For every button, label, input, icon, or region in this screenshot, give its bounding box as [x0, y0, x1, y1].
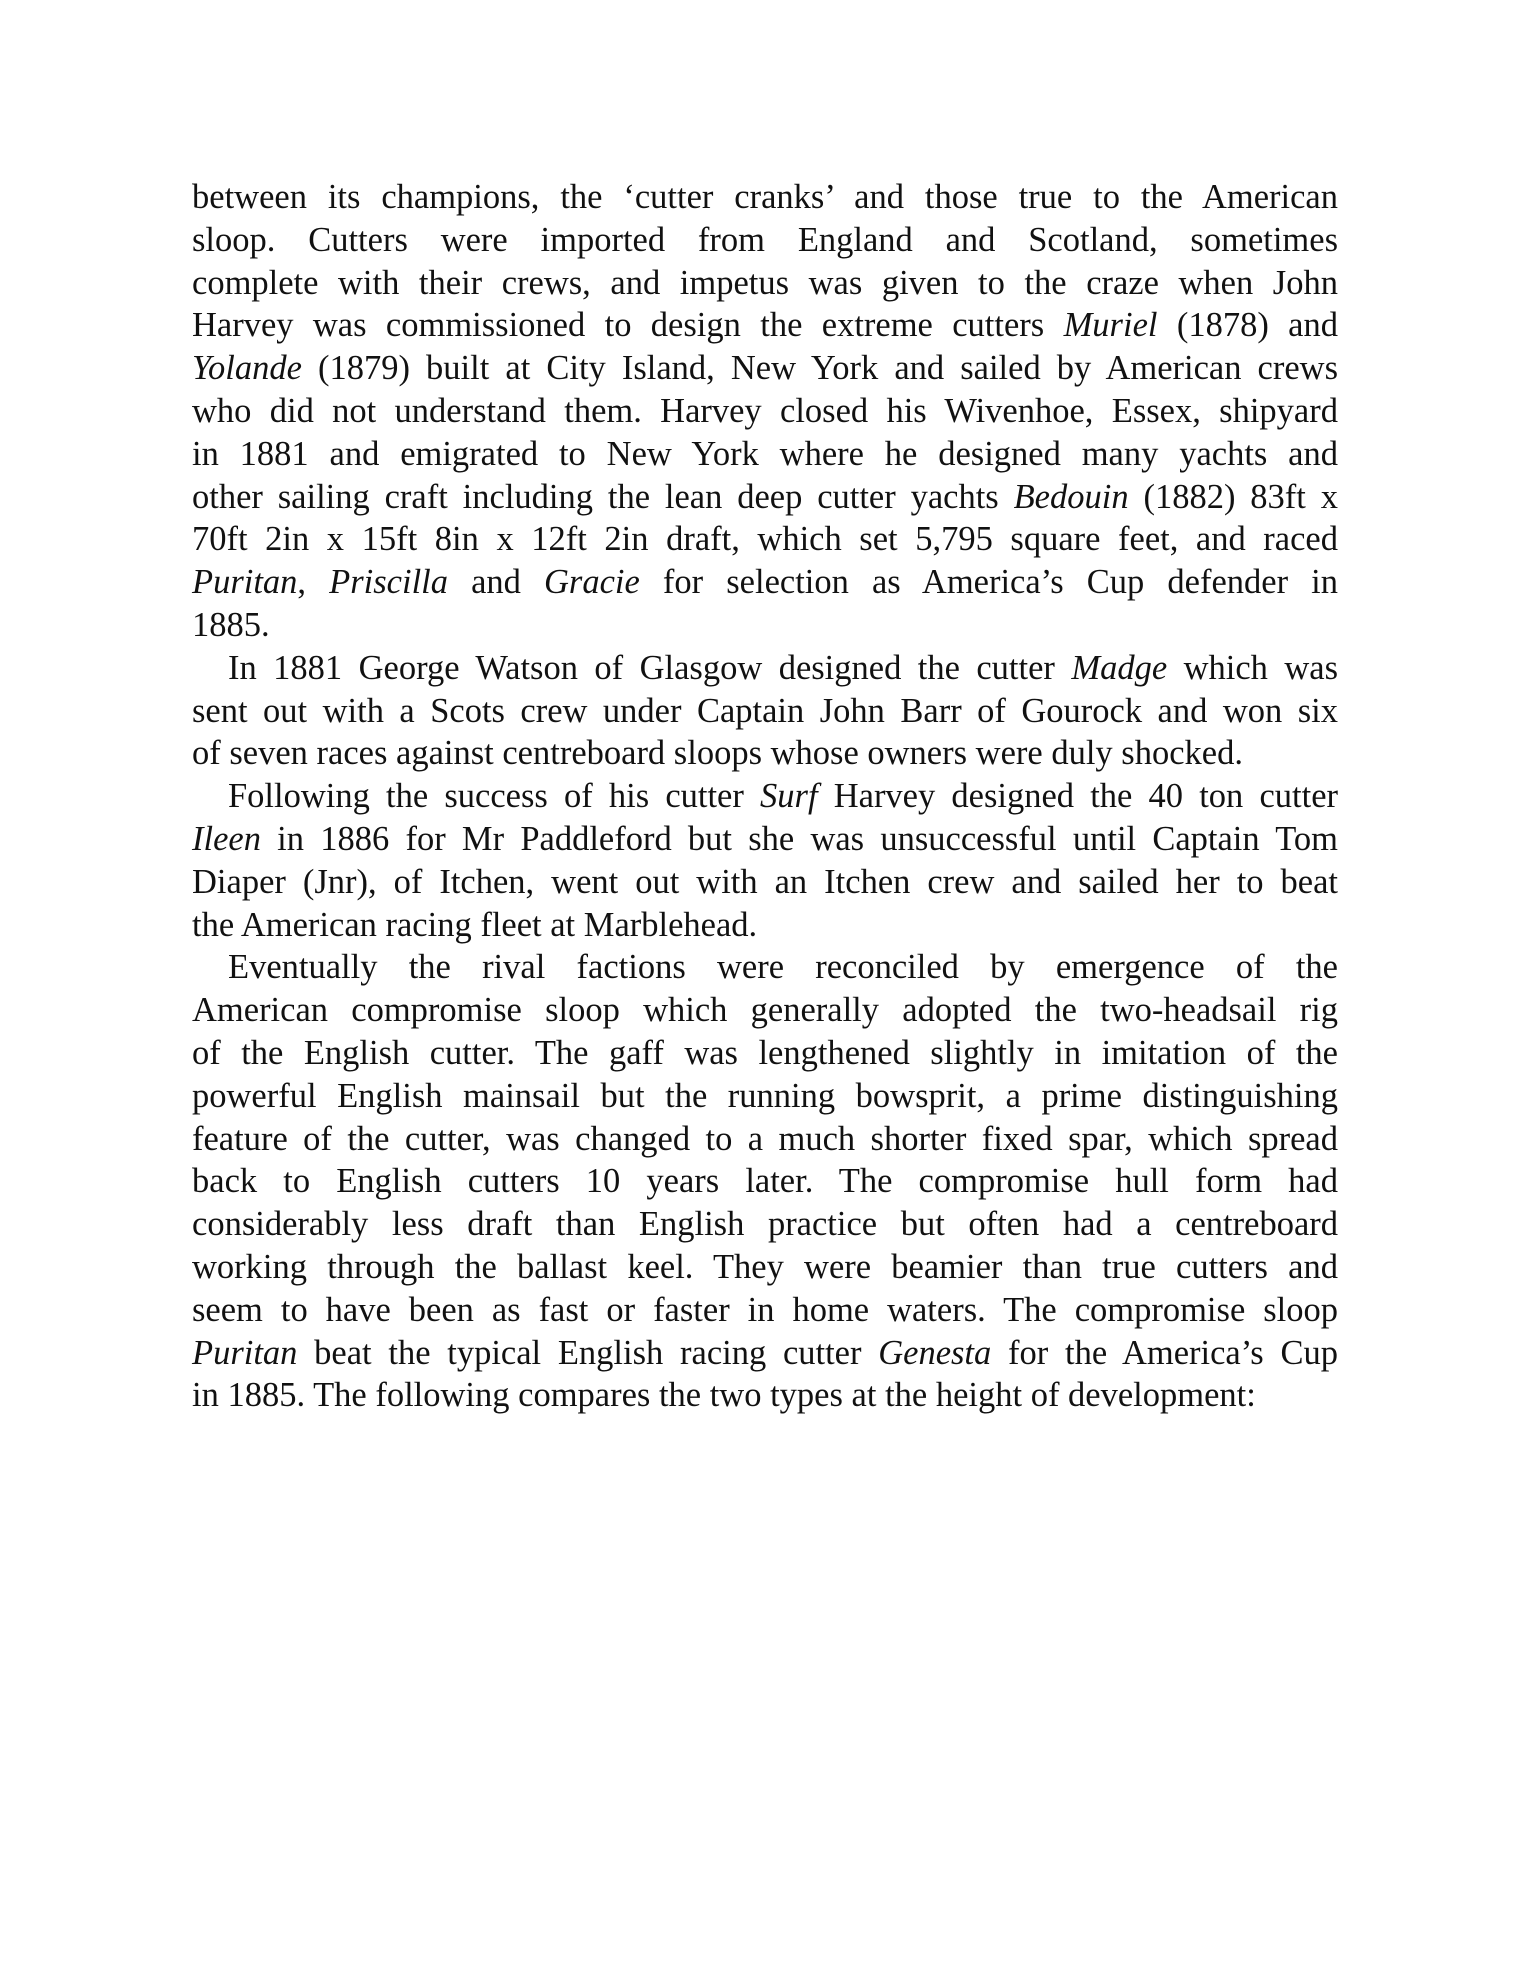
text-segment: , — [297, 563, 330, 602]
text-line — [192, 1118, 1338, 1161]
italic-vessel-name: Yolande — [192, 349, 302, 388]
text-line — [192, 1160, 1338, 1203]
text-segment: the American racing fleet at Marblehead. — [192, 905, 758, 944]
text-line — [192, 647, 1338, 690]
italic-vessel-name: Genesta — [878, 1333, 992, 1372]
italic-vessel-name: Gracie — [544, 563, 640, 602]
text-line — [192, 1374, 1338, 1417]
text-line — [192, 219, 1338, 262]
text-segment: other sailing craft including the lean deep cutter yachts — [192, 477, 1014, 516]
text-segment: in 1886 for Mr Paddleford but she was unsuccessful until Captain Tom — [260, 819, 1338, 858]
text-segment: of the English cutter. The gaff was lengthened slightly in imitation of the — [192, 1033, 1338, 1072]
paragraph — [192, 775, 1338, 946]
text-segment: Harvey designed the 40 ton cutter — [817, 777, 1338, 816]
text-segment: who did not understand them. Harvey closed his Wivenhoe, Essex, shipyard — [192, 391, 1338, 430]
text-line — [192, 732, 1338, 775]
text-segment: (1878) and — [1157, 306, 1338, 345]
italic-vessel-name: Surf — [760, 777, 818, 816]
text-line — [192, 518, 1338, 561]
text-segment: complete with their crews, and impetus was given to the craze when John — [192, 263, 1338, 302]
text-line — [192, 304, 1338, 347]
italic-vessel-name: Bedouin — [1013, 477, 1129, 516]
text-segment: and — [448, 563, 545, 602]
text-segment: powerful English mainsail but the running bowsprit, a prime distinguishing — [192, 1076, 1338, 1115]
text-line — [192, 861, 1338, 904]
text-line — [192, 433, 1338, 476]
text-segment: Eventually the rival factions were reconciled by emergence of the — [228, 948, 1338, 987]
text-line — [192, 561, 1338, 604]
text-line — [192, 1203, 1338, 1246]
text-line — [192, 818, 1338, 861]
text-line — [192, 690, 1338, 733]
italic-vessel-name: Puritan — [192, 1333, 298, 1372]
text-segment: considerably less draft than English practice but often had a centreboard — [192, 1205, 1338, 1244]
text-segment: 70ft 2in x 15ft 8in x 12ft 2in draft, which set 5,795 square feet, and raced — [192, 520, 1338, 559]
text-segment: in 1885. The following compares the two types at the height of development: — [192, 1376, 1256, 1415]
text-line — [192, 1289, 1338, 1332]
text-line — [192, 604, 1338, 647]
paragraph — [192, 946, 1338, 1417]
text-segment: (1879) built at City Island, New York and sailed by American crews — [301, 349, 1338, 388]
text-line — [192, 176, 1338, 219]
italic-vessel-name: Ileen — [192, 819, 261, 858]
text-segment: Harvey was commissioned to design the extreme cutters — [192, 306, 1064, 345]
text-segment: sent out with a Scots crew under Captain John Barr of Gourock and won six — [192, 691, 1338, 730]
text-segment: American compromise sloop which generally adopted the two-headsail rig — [192, 991, 1338, 1030]
text-line — [192, 476, 1338, 519]
text-line — [192, 904, 1338, 947]
text-segment: seem to have been as fast or faster in home waters. The compromise sloop — [192, 1290, 1338, 1329]
text-segment: for selection as America’s Cup defender in — [639, 563, 1338, 602]
text-line — [192, 347, 1338, 390]
italic-vessel-name: Puritan — [192, 563, 298, 602]
text-segment: beat the typical English racing cutter — [297, 1333, 879, 1372]
text-segment: for the America’s Cup — [991, 1333, 1338, 1372]
text-segment: working through the ballast keel. They were beamier than true cutters and — [192, 1247, 1338, 1286]
text-line — [192, 1332, 1338, 1375]
text-line — [192, 946, 1338, 989]
paragraph — [192, 647, 1338, 775]
text-line — [192, 1032, 1338, 1075]
text-segment: feature of the cutter, was changed to a much shorter fixed spar, which spread — [192, 1119, 1338, 1158]
text-segment: (1882) 83ft x — [1128, 477, 1338, 516]
text-segment: sloop. Cutters were imported from England and Scotland, sometimes — [192, 220, 1338, 259]
paragraph — [192, 176, 1338, 647]
text-line — [192, 989, 1338, 1032]
text-segment: back to English cutters 10 years later. The compromise hull form had — [192, 1162, 1338, 1201]
text-segment: which was — [1167, 648, 1339, 687]
text-line — [192, 1075, 1338, 1118]
text-segment: between its champions, the ‘cutter cranks’ and those true to the American — [192, 178, 1338, 216]
italic-vessel-name: Priscilla — [329, 563, 448, 602]
text-line — [192, 775, 1338, 818]
text-line — [192, 262, 1338, 305]
text-segment: Following the success of his cutter — [228, 777, 761, 816]
text-line — [192, 390, 1338, 433]
text-segment: In 1881 George Watson of Glasgow designed the cutter — [228, 648, 1072, 687]
text-segment: of seven races against centreboard sloops whose owners were duly shocked. — [192, 734, 1243, 773]
text-segment: Diaper (Jnr), of Itchen, went out with an Itchen crew and sailed her to beat — [192, 862, 1338, 901]
italic-vessel-name: Madge — [1071, 648, 1168, 687]
italic-vessel-name: Muriel — [1063, 306, 1158, 345]
text-segment: in 1881 and emigrated to New York where he designed many yachts and — [192, 434, 1338, 473]
body-text — [192, 176, 1338, 1417]
text-line — [192, 1246, 1338, 1289]
text-segment: 1885. — [192, 605, 270, 644]
